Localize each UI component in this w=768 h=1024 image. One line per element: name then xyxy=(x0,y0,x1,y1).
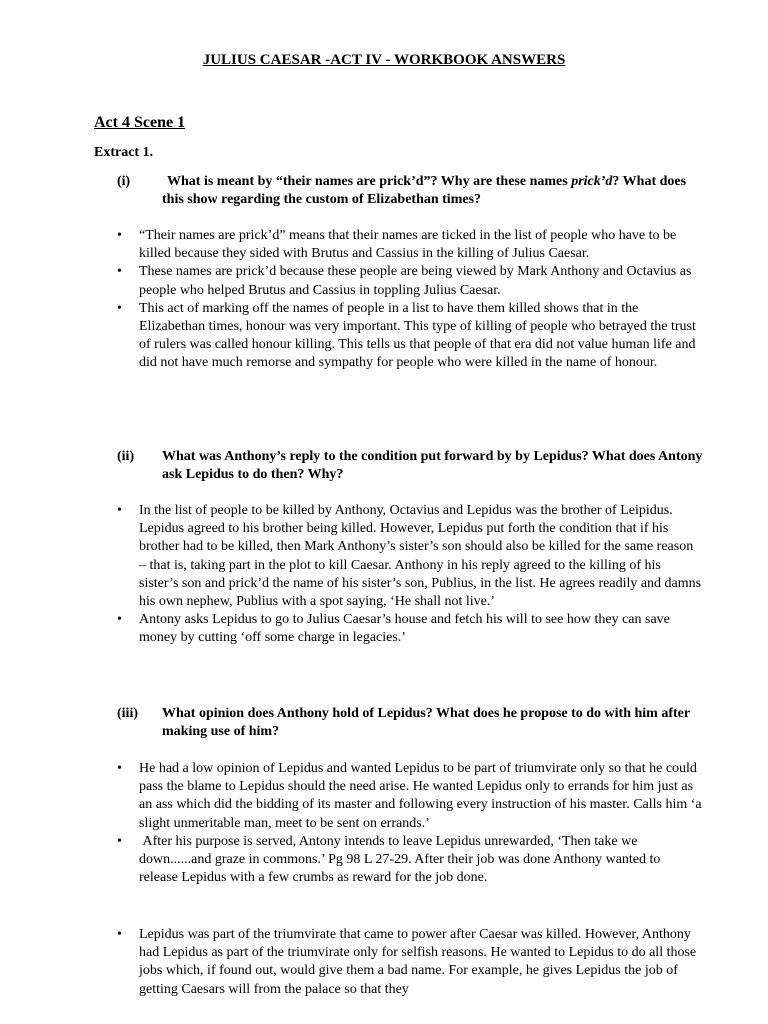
question-text-part: What is meant by “their names are prick’d”? Why are these names xyxy=(167,174,572,189)
list-item: • Lepidus was part of the triumvirate that came to power after Caesar was killed. However, Anthony had Lepidus as part of the triumvirate only for selfish reasons. He wanted to Lepidus to do all those jobs which, if found out, would give them a bad name. For example, he gives Lepidus the job of getting Caesars will from the palace so that they xyxy=(117,926,702,999)
question-number: (i) xyxy=(117,174,131,189)
question-text: What opinion does Anthony hold of Lepidus? What does he propose to do with him after making use of him? xyxy=(162,706,690,739)
list-item: • These names are prick’d because these people are being viewed by Mark Anthony and Octavius as people who helped Brutus and Cassius in toppling Julius Caesar. xyxy=(117,263,702,299)
list-item: • Antony asks Lepidus to go to Julius Caesar’s house and fetch his will to see how they can save money by cutting ‘off some charge in legacies.’ xyxy=(117,611,702,647)
list-item: • In the list of people to be killed by Anthony, Octavius and Lepidus was the brother of Leipidus. Lepidus agreed to his brother being killed. However, Lepidus put forth the condition that if his brother had to be killed, then Mark Anthony’s sister’s son should also be killed for the same reason – that is, taking part in the plot to kill Caesar. Anthony in his reply agreed to the killing of his sister’s son and prick’d the name of his sister’s son, Publius, in the list. He agrees readily and damns his own nephew, Publius with a spot saying, ‘He shall not live.’ xyxy=(117,502,702,611)
list-item: • He had a low opinion of Lepidus and wanted Lepidus to be part of triumvirate only so that he could pass the blame to Lepidus should the need arise. He wanted Lepidus only to errands for him just as an ass which did the bidding of its master and following every instruction of his master. Calls him ‘a slight unmeritable man, meet to be sent on errands.’ xyxy=(117,760,702,833)
question-1 xyxy=(117,173,707,209)
question-number: (ii) xyxy=(117,449,135,464)
answer-list-3 xyxy=(117,760,702,887)
list-item: • This act of marking off the names of people in a list to have them killed shows that in the Elizabethan times, honour was very important. This type of killing of people who betrayed the trust of rulers was called honour killing. This tells us that people of that era did not value human life and did not have much remorse and sympathy for people who were killed in the name of honour. xyxy=(117,300,702,373)
question-text: What was Anthony’s reply to the condition put forward by by Lepidus? What does Antony ask Lepidus to do then? Why? xyxy=(162,449,703,482)
question-text-italic: prick’d xyxy=(571,174,613,189)
list-item: • “Their names are prick’d” means that their names are ticked in the list of people who have to be killed because they sided with Brutus and Cassius in the killing of Julius Caesar. xyxy=(117,227,702,263)
extract-label: Extract 1. xyxy=(94,145,154,160)
list-item: • After his purpose is served, Antony intends to leave Lepidus unrewarded, ‘Then take we down......and graze in commons.’ Pg 98 L 27-29. After their job was done Anthony wanted to release Lepidus with a few crumbs as reward for the job done. xyxy=(117,833,702,888)
question-text-part: ? What does this show regarding the custom of Elizabethan times? xyxy=(162,174,687,207)
answer-list-2 xyxy=(117,502,702,648)
question-2 xyxy=(117,448,707,484)
answer-list-1 xyxy=(117,227,702,373)
question-3 xyxy=(117,705,707,741)
answer-list-3-extra xyxy=(117,926,702,999)
question-number: (iii) xyxy=(117,706,138,721)
question-text xyxy=(162,173,707,209)
document-title: JULIUS CAESAR -ACT IV - WORKBOOK ANSWERS xyxy=(202,52,566,68)
scene-heading: Act 4 Scene 1 xyxy=(94,114,186,131)
